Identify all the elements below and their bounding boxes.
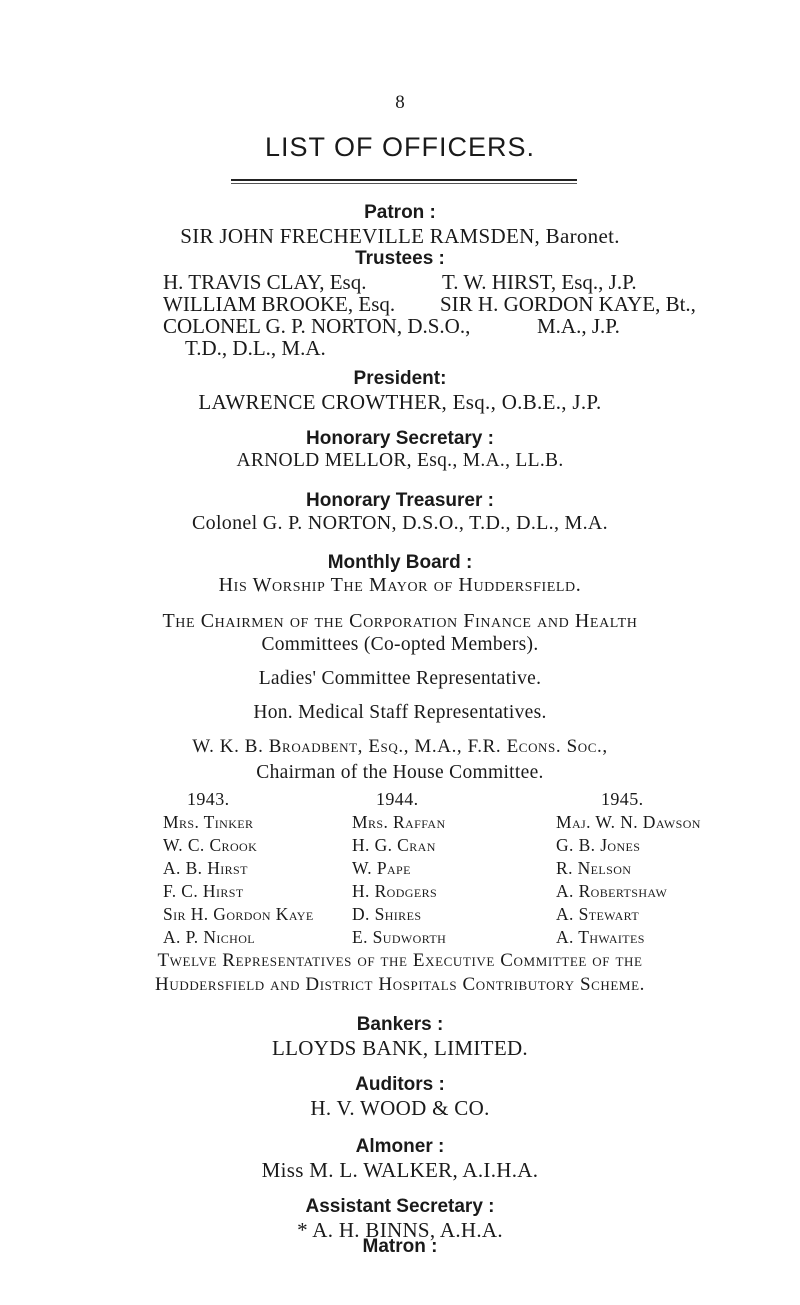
- trustee-row1-right: T. W. HIRST, Esq., J.P.: [442, 270, 637, 294]
- bankers-heading: Bankers :: [356, 1014, 444, 1035]
- monthly-board-line5: Hon. Medical Staff Representatives.: [253, 702, 547, 723]
- monthly-board-line3: Committees (Co-opted Members).: [261, 634, 539, 655]
- member-name: F. C. Hirst: [163, 881, 244, 901]
- assistant-secretary-heading: Assistant Secretary :: [305, 1196, 495, 1217]
- twelve-reps-line1: Twelve Representatives of the Executive Committee of the: [157, 950, 643, 971]
- trustee-row1-left: H. TRAVIS CLAY, Esq.: [163, 270, 367, 294]
- member-name: A. Robertshaw: [556, 881, 668, 901]
- hon-treasurer-name: Colonel G. P. NORTON, D.S.O., T.D., D.L., M.A.: [192, 512, 608, 534]
- trustee-row3-left: COLONEL G. P. NORTON, D.S.O.,: [163, 314, 471, 338]
- monthly-board-line6: W. K. B. Broadbent, Esq., M.A., F.R. Econs. Soc.,: [192, 736, 608, 757]
- page-number: 8: [395, 92, 405, 113]
- monthly-board-line4: Ladies' Committee Representative.: [258, 668, 542, 689]
- president-name: LAWRENCE CROWTHER, Esq., O.B.E., J.P.: [198, 390, 602, 414]
- member-name: D. Shires: [352, 904, 422, 924]
- monthly-board-line1: His Worship The Mayor of Huddersfield.: [218, 574, 582, 596]
- trustee-row4-left: T.D., D.L., M.A.: [185, 336, 326, 360]
- almoner-name: Miss M. L. WALKER, A.I.H.A.: [261, 1158, 539, 1182]
- member-name: Mrs. Raffan: [352, 812, 446, 832]
- member-name: H. Rodgers: [352, 881, 438, 901]
- member-name: R. Nelson: [556, 858, 632, 878]
- member-name: W. C. Crook: [163, 835, 258, 855]
- member-name: Mrs. Tinker: [163, 812, 254, 832]
- year-label: 1944.: [376, 789, 419, 809]
- trustee-row2-right: SIR H. GORDON KAYE, Bt.,: [440, 292, 696, 316]
- auditors-name: H. V. WOOD & CO.: [310, 1096, 490, 1120]
- member-name: A. Stewart: [556, 904, 640, 924]
- matron-heading: Matron :: [362, 1236, 438, 1257]
- twelve-reps-line2: Huddersfield and District Hospitals Contributory Scheme.: [155, 974, 645, 995]
- member-name: Maj. W. N. Dawson: [556, 812, 701, 832]
- member-name: A. Thwaites: [556, 927, 645, 947]
- assistant-secretary-name: * A. H. BINNS, A.H.A.: [297, 1218, 503, 1242]
- member-name: H. G. Cran: [352, 835, 436, 855]
- patron-heading: Patron :: [364, 202, 436, 223]
- hon-secretary-heading: Honorary Secretary :: [306, 428, 494, 449]
- monthly-board-line7: Chairman of the House Committee.: [256, 762, 544, 783]
- member-name: W. Pape: [352, 858, 411, 878]
- auditors-heading: Auditors :: [355, 1074, 445, 1095]
- member-name: A. P. Nichol: [163, 927, 256, 947]
- year-label: 1943.: [187, 789, 230, 809]
- monthly-board-heading: Monthly Board :: [327, 552, 473, 573]
- hon-secretary-name: ARNOLD MELLOR, Esq., M.A., LL.B.: [236, 450, 564, 471]
- president-heading: President:: [353, 368, 447, 389]
- trustee-row2-left: WILLIAM BROOKE, Esq.: [163, 292, 396, 316]
- monthly-board-line2: The Chairmen of the Corporation Finance and Health: [162, 610, 638, 632]
- member-name: G. B. Jones: [556, 835, 641, 855]
- member-name: A. B. Hirst: [163, 858, 248, 878]
- trustees-heading: Trustees :: [355, 248, 445, 269]
- hon-treasurer-heading: Honorary Treasurer :: [306, 490, 494, 511]
- member-name: E. Sudworth: [352, 927, 447, 947]
- year-label: 1945.: [601, 789, 644, 809]
- almoner-heading: Almoner :: [355, 1136, 445, 1157]
- patron-name: SIR JOHN FRECHEVILLE RAMSDEN, Baronet.: [180, 224, 620, 248]
- bankers-name: LLOYDS BANK, LIMITED.: [272, 1036, 528, 1060]
- trustee-row3-right: M.A., J.P.: [537, 314, 620, 338]
- page-title: LIST OF OFFICERS.: [264, 132, 536, 162]
- member-name: Sir H. Gordon Kaye: [163, 904, 314, 924]
